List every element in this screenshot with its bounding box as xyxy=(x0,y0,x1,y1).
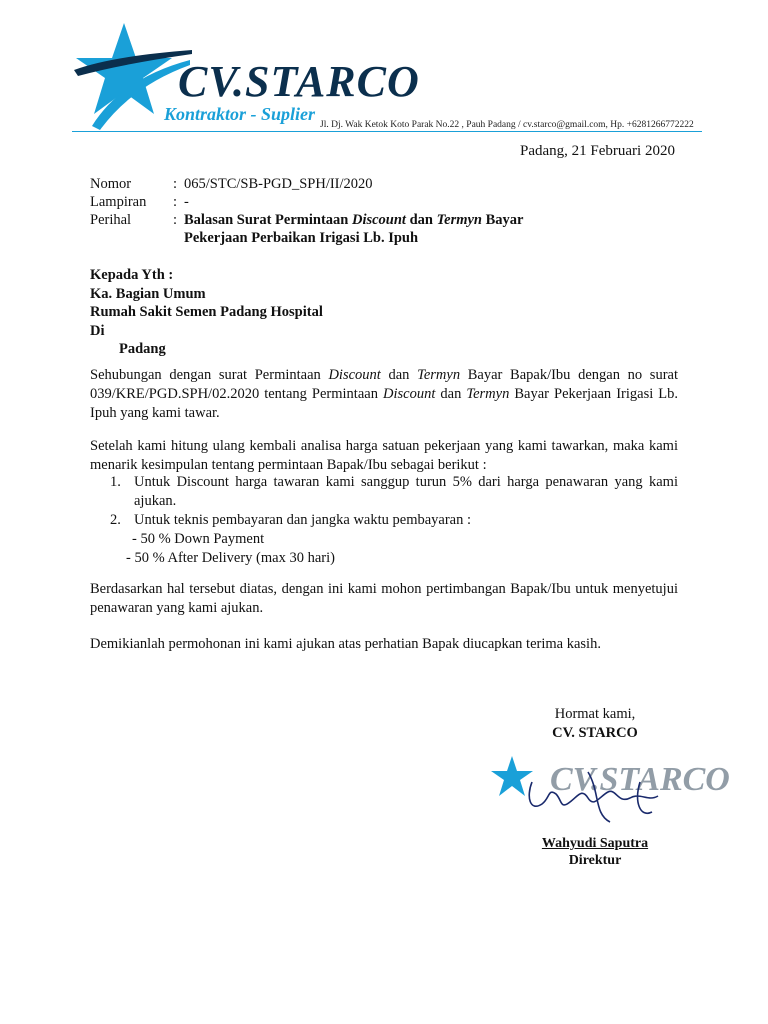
meta-perihal xyxy=(90,212,690,230)
letterhead-divider xyxy=(72,131,702,133)
italic-text: Termyn xyxy=(466,386,510,402)
nomor-value: 065/STC/SB-PGD_SPH/II/2020 xyxy=(184,176,373,192)
meta-perihal-cont xyxy=(90,230,690,248)
lampiran-value: - xyxy=(184,194,189,210)
colon: : xyxy=(173,176,178,192)
perihal-text: Bayar xyxy=(482,212,524,228)
list-text: Untuk teknis pembayaran dan jangka waktu pembayaran : xyxy=(134,512,472,528)
recipient-line: Rumah Sakit Semen Padang Hospital xyxy=(90,304,323,320)
list-number: 1. xyxy=(110,474,121,490)
perihal-italic: Discount xyxy=(351,212,406,228)
signer-name: Wahyudi Saputra xyxy=(541,836,649,851)
text: Bayar Pekerjaan Irigasi Lb. Ipuh yang kami tawar. xyxy=(90,386,679,421)
signer-title: Direktur xyxy=(568,853,622,868)
company-name: CV.STARCO xyxy=(178,57,420,106)
company-tagline: Kontraktor - Suplier xyxy=(164,104,316,124)
meta-nomor xyxy=(90,176,690,194)
closing-regards: Hormat kami, xyxy=(554,706,636,722)
text: dan xyxy=(435,386,467,402)
perihal-italic: Termyn xyxy=(436,212,482,228)
stamp-text: CV.STARCO xyxy=(550,761,730,798)
perihal-text: Balasan Surat Permintaan xyxy=(184,212,352,228)
perihal-label: Perihal xyxy=(90,212,132,228)
lampiran-label: Lampiran xyxy=(90,194,147,210)
letter-meta xyxy=(90,176,690,248)
text: Bayar Bapak/Ibu dengan no surat 039/KRE/PGD.SPH/02.2020 tentang Permintaan xyxy=(90,367,678,402)
text: Sehubungan dengan surat Permintaan xyxy=(90,367,329,383)
meta-lampiran xyxy=(90,194,690,212)
company-address: Jl. Dj. Wak Ketok Koto Parak No.22 , Pauh Padang / cv.starco@gmail.com, Hp. +6281266772222 xyxy=(320,120,694,130)
body-paragraph-1 xyxy=(90,366,678,423)
perihal-value-line2: Pekerjaan Perbaikan Irigasi Lb. Ipuh xyxy=(184,230,419,246)
list-item xyxy=(90,511,678,530)
text: dan xyxy=(380,367,418,383)
italic-text: Discount xyxy=(328,367,381,383)
recipient-greeting: Kepada Yth : xyxy=(90,267,174,283)
payment-term-item: - 50 % After Delivery (max 30 hari) xyxy=(126,550,335,566)
signature-stamp-graphic xyxy=(490,752,730,832)
terms-list xyxy=(90,473,678,568)
body-paragraph-4: Demikianlah permohonan ini kami ajukan atas perhatian Bapak diucapkan terima kasih. xyxy=(90,636,601,652)
perihal-value-line1 xyxy=(184,212,523,229)
nomor-label: Nomor xyxy=(90,176,132,192)
italic-text: Termyn xyxy=(417,367,461,383)
letterhead xyxy=(72,18,702,138)
payment-term-item: - 50 % Down Payment xyxy=(132,531,265,547)
list-number: 2. xyxy=(110,512,121,528)
recipient-line: Ka. Bagian Umum xyxy=(90,285,206,302)
italic-text: Discount xyxy=(383,386,436,402)
perihal-text: dan xyxy=(405,212,437,228)
body-paragraph-3: Berdasarkan hal tersebut diatas, dengan ini kami mohon pertimbangan Bapak/Ibu untuk menyetujui penawaran yang kami ajukan. xyxy=(90,581,678,616)
list-text: Untuk Discount harga tawaran kami sanggup turun 5% dari harga penawaran yang kami ajukan. xyxy=(134,474,678,509)
colon: : xyxy=(173,194,178,210)
body-paragraph-2: Setelah kami hitung ulang kembali analisa harga satuan pekerjaan yang kami tawarkan, maka kami menarik kesimpulan tentang permintaan Bapak/Ibu sebagai berikut : xyxy=(90,438,678,473)
closing-block xyxy=(520,705,670,743)
recipient-city: Padang xyxy=(119,341,166,357)
closing-company: CV. STARCO xyxy=(552,725,638,741)
colon: : xyxy=(173,212,178,228)
list-item xyxy=(90,473,678,511)
signature-stamp xyxy=(490,752,730,832)
recipient-block xyxy=(90,266,323,359)
recipient-line: Di xyxy=(90,322,105,339)
letter-date: Padang, 21 Februari 2020 xyxy=(520,143,675,159)
